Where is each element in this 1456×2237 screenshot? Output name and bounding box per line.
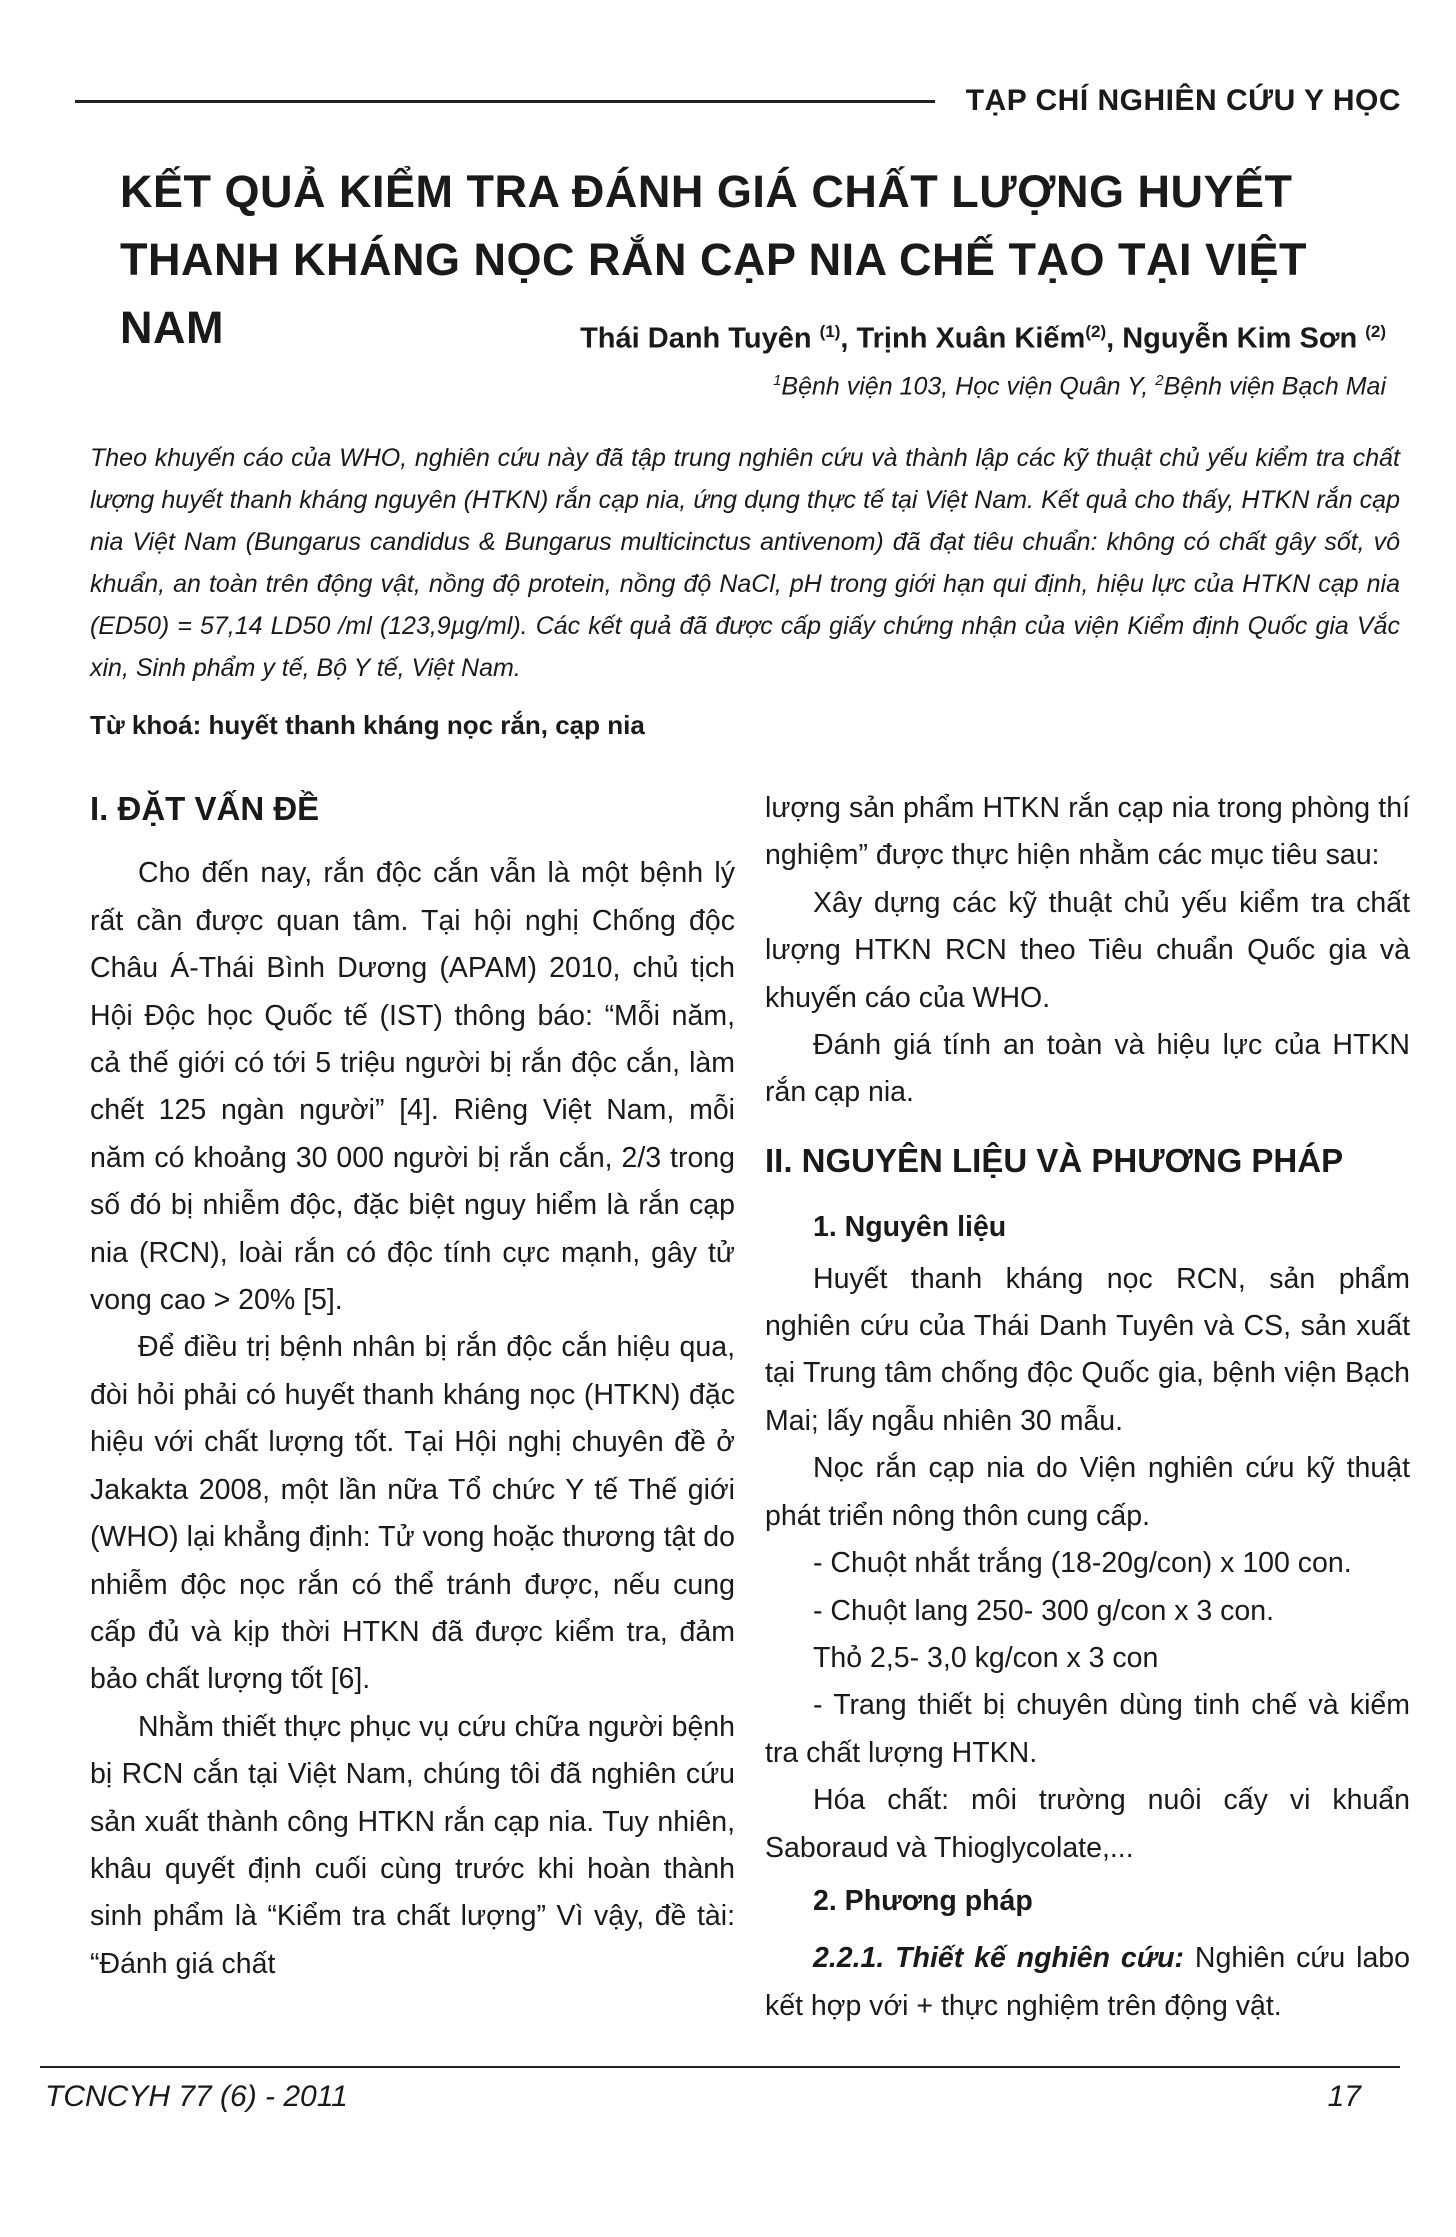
right-column bbox=[765, 785, 1410, 2030]
header-rule bbox=[75, 100, 935, 103]
author-name: Thái Danh Tuyên bbox=[580, 322, 812, 355]
article-title: KẾT QUẢ KIỂM TRA ĐÁNH GIÁ CHẤT LƯỢNG HUYẾT THANH KHÁNG NỌC RẮN CẠP NIA CHẾ TẠO TẠI VIỆT NAM bbox=[120, 166, 1308, 353]
affiliation-text: Bệnh viện Bạch Mai bbox=[1163, 372, 1386, 401]
paragraph: Đánh giá tính an toàn và hiệu lực của HTKN rắn cạp nia. bbox=[765, 1029, 1410, 1109]
section-heading: II. NGUYÊN LIỆU VÀ PHƯƠNG PHÁP bbox=[765, 1141, 1344, 1179]
list-item: - Chuột nhắt trắng (18-20g/con) x 100 con. bbox=[813, 1547, 1352, 1580]
abstract: Theo khuyến cáo của WHO, nghiên cứu này đã tập trung nghiên cứu và thành lập các kỹ thuật chủ yếu kiểm tra chất lượng huyết thanh kháng nguyên (HTKN) rắn cạp nia, ứng dụng thực tế tại Việt Nam. Kết quả cho thấy, HTKN rắn cạp nia Việt Nam (Bungarus candidus & Bungarus multicinctus antivenom) đã đạt tiêu chuẩn: không có chất gây sốt, vô khuẩn, an toàn trên động vật, nồng độ protein, nồng độ NaCl, pH trong giới hạn qui định, hiệu lực của HTKN cạp nia (ED50) = 57,14 LD50 /ml (123,9µg/ml). Các kết quả đã được cấp giấy chứng nhận của viện Kiểm định Quốc gia Vắc xin, Sinh phẩm y tế, Bộ Y tế, Việt Nam. bbox=[90, 444, 1400, 682]
author-superscript: (2) bbox=[1085, 322, 1107, 341]
paragraph: Xây dựng các kỹ thuật chủ yếu kiểm tra chất lượng HTKN RCN theo Tiêu chuẩn Quốc gia và khuyến cáo của WHO. bbox=[765, 886, 1410, 1014]
affiliation-marker: 2 bbox=[1155, 372, 1164, 389]
page-number: 17 bbox=[1327, 2080, 1361, 2113]
paragraph: Hóa chất: môi trường nuôi cấy vi khuẩn Saboraud và Thioglycolate,... bbox=[765, 1784, 1410, 1864]
keywords: Từ khoá: huyết thanh kháng nọc rắn, cạp nia bbox=[90, 710, 645, 740]
author-name: , Nguyễn Kim Sơn bbox=[1106, 322, 1358, 355]
list-item: - Chuột lang 250- 300 g/con x 3 con. bbox=[813, 1594, 1275, 1627]
paragraph: Nhằm thiết thực phục vụ cứu chữa người bệnh bị RCN cắn tại Việt Nam, chúng tôi đã nghiên cứu sản xuất thành công HTKN rắn cạp nia. Tuy nhiên, khâu quyết định cuối cùng trước khi hoàn thành sinh phẩm là “Kiểm tra chất lượng” Vì vậy, đề tài: “Đánh giá chất bbox=[90, 1710, 735, 1980]
author-superscript: (2) bbox=[1365, 322, 1386, 341]
paragraph: Cho đến nay, rắn độc cắn vẫn là một bệnh lý rất cần được quan tâm. Tại hội nghị Chống độc Châu Á-Thái Bình Dương (APAM) 2010, chủ tịch Hội Độc học Quốc tế (IST) thông báo: “Mỗi năm, cả thế giới có tới 5 triệu người bị rắn độc cắn, làm chết 125 ngàn người” [4]. Riêng Việt Nam, mỗi năm có khoảng 30 000 người bị rắn cắn, 2/3 trong số đó bị nhiễm độc, đặc biệt nguy hiểm là rắn cạp nia (RCN), loài rắn có độc tính cực mạnh, gây tử vong cao > 20% [5]. bbox=[90, 857, 735, 1317]
paragraph: Nọc rắn cạp nia do Viện nghiên cứu kỹ thuật phát triển nông thôn cung cấp. bbox=[765, 1452, 1410, 1532]
left-column bbox=[90, 785, 735, 1988]
affiliation-marker: 1 bbox=[773, 372, 782, 389]
footer-citation: TCNCYH 77 (6) - 2011 bbox=[45, 2080, 348, 2113]
sub-heading: 2. Phương pháp bbox=[813, 1884, 1033, 1917]
author-name: , Trịnh Xuân Kiếm bbox=[840, 322, 1086, 355]
list-item: Thỏ 2,5- 3,0 kg/con x 3 con bbox=[813, 1641, 1159, 1674]
paragraph: lượng sản phẩm HTKN rắn cạp nia trong phòng thí nghiệm” được thực hiện nhằm các mục tiêu sau: bbox=[765, 792, 1410, 872]
affiliation-text: Bệnh viện 103, Học viện Quân Y, bbox=[781, 372, 1156, 401]
footer-rule bbox=[40, 2066, 1400, 2068]
paragraph: Huyết thanh kháng nọc RCN, sản phẩm nghiên cứu của Thái Danh Tuyên và CS, sản xuất tại Trung tâm chống độc Quốc gia, bệnh viện Bạch Mai; lấy ngẫu nhiên 30 mẫu. bbox=[765, 1262, 1410, 1437]
method-text: Nghiên cứu labo kết hợp với + thực nghiệm trên động vật. bbox=[765, 1942, 1410, 2022]
author-superscript: (1) bbox=[819, 322, 841, 341]
paragraph: Để điều trị bệnh nhân bị rắn độc cắn hiệu qua, đòi hỏi phải có huyết thanh kháng nọc (HTKN) đặc hiệu với chất lượng tốt. Tại Hội nghị chuyên đề ở Jakakta 2008, một lần nữa Tổ chức Y tế Thế giới (WHO) lại khẳng định: Tử vong hoặc thương tật do nhiễm độc nọc rắn có thể tránh được, nếu cung cấp đủ và kịp thời HTKN đã được kiểm tra, đảm bảo chất lượng tốt [6]. bbox=[90, 1331, 735, 1696]
affiliations bbox=[773, 372, 1386, 401]
paragraph bbox=[765, 1935, 1410, 2030]
author-list bbox=[580, 322, 1386, 356]
list-item: - Trang thiết bị chuyên dùng tinh chế và kiểm tra chất lượng HTKN. bbox=[765, 1689, 1410, 1769]
method-label: 2.2.1. Thiết kế nghiên cứu: bbox=[813, 1942, 1185, 1975]
sub-heading: 1. Nguyên liệu bbox=[813, 1211, 1007, 1244]
section-heading: I. ĐẶT VẤN ĐỀ bbox=[90, 790, 320, 827]
journal-name: TẠP CHÍ NGHIÊN CỨU Y HỌC bbox=[965, 84, 1401, 117]
